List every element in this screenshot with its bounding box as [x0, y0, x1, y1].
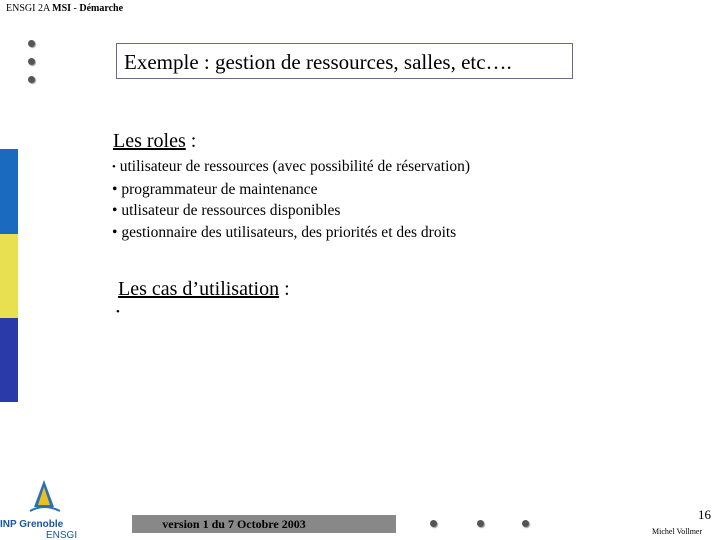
header-course: MSI — [52, 3, 72, 14]
list-item — [112, 200, 470, 222]
use-cases-heading-colon: : — [279, 278, 290, 300]
vertical-dots — [28, 40, 35, 94]
roles-heading-text: Les roles — [113, 130, 186, 152]
bullet: • — [112, 161, 116, 173]
dot-icon — [28, 40, 35, 47]
side-bar-blue-bottom — [0, 318, 18, 402]
dot-icon — [28, 58, 35, 65]
dot-icon — [28, 76, 35, 83]
version-bar: version 1 du 7 Octobre 2003 — [132, 515, 396, 533]
dot-icon — [522, 520, 529, 527]
role-text: gestionnaire des utilisateurs, des priorités et des droits — [121, 223, 457, 241]
side-bar-yellow — [0, 234, 18, 318]
slide-title: Exemple : gestion de ressources, salles, etc…. — [116, 43, 573, 79]
use-cases-bullet: • — [116, 306, 120, 318]
bullet: • — [112, 180, 118, 198]
role-text: utilisateur de ressources (avec possibilité de réservation) — [119, 158, 471, 175]
list-item — [112, 156, 470, 179]
roles-heading-colon: : — [185, 130, 197, 152]
use-cases-heading-text: Les cas d’utilisation — [118, 278, 280, 300]
page-number: 16 — [698, 507, 711, 522]
roles-list — [112, 156, 470, 243]
author-name: Michel Vollmer — [652, 527, 703, 536]
roles-heading — [113, 130, 196, 153]
slide-header — [6, 3, 123, 14]
list-item — [112, 179, 470, 201]
inp-grenoble-logo — [0, 475, 84, 540]
side-bar-blue-top — [0, 149, 18, 234]
logo-text-inp: INP Grenoble — [0, 519, 64, 530]
logo-text-ensgi: ENSGI — [46, 530, 78, 540]
role-text: programmateur de maintenance — [121, 180, 318, 198]
dot-icon — [430, 520, 437, 527]
list-item — [112, 222, 470, 244]
dot-icon — [477, 520, 484, 527]
bullet: • — [112, 223, 118, 241]
role-text: utlisateur de ressources disponibles — [121, 202, 341, 219]
use-cases-heading — [118, 278, 290, 301]
header-separator: - — [71, 3, 80, 14]
header-topic: Démarche — [79, 3, 124, 14]
header-school: ENSGI 2A — [6, 3, 50, 14]
bullet: • — [112, 202, 118, 219]
